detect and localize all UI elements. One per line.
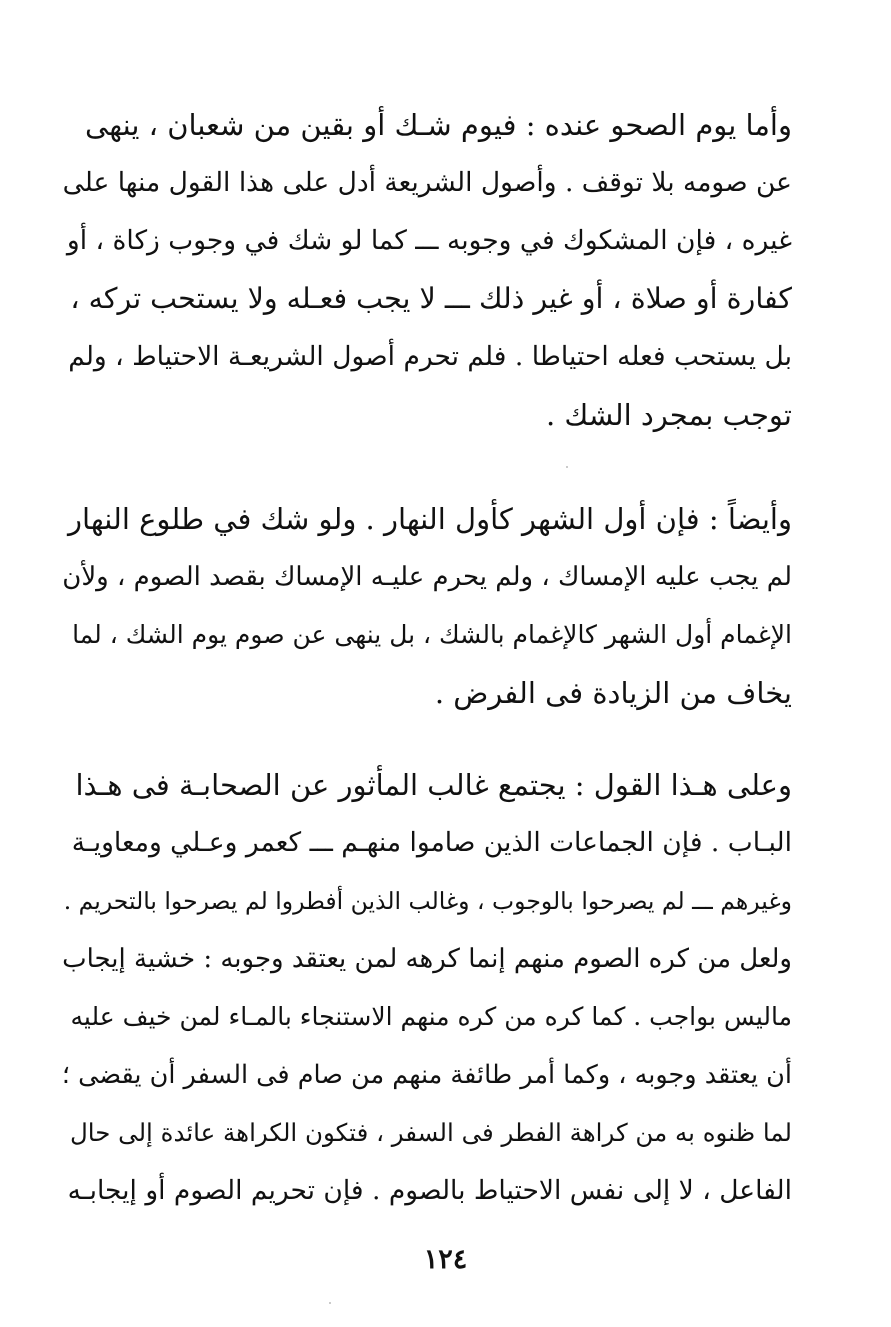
scan-speck bbox=[329, 1302, 331, 1304]
paragraph-2 bbox=[62, 490, 792, 722]
page-number: ١٢٤ bbox=[423, 1244, 468, 1275]
text-line: ولعل من كره الصوم منهم إنما كرهه لمن يعتقد وجوبه : خشية إيجاب bbox=[62, 944, 792, 974]
text-line: كفارة أو صلاة ، أو غير ذلك ـــ لا يجب فعـله ولا يستحب تركه ، bbox=[70, 282, 792, 315]
text-line: أن يعتقد وجوبه ، وكما أمر طائفة منهم من صام فى السفر أن يقضى ؛ bbox=[62, 1060, 792, 1090]
text-line: غيره ، فإن المشكوك في وجوبه ـــ كما لو شك في وجوب زكاة ، أو bbox=[66, 225, 792, 256]
paragraph-1 bbox=[62, 96, 792, 444]
text-line: بل يستحب فعله احتياطا . فلم تحرم أصول الشريعـة الاحتياط ، ولم bbox=[68, 341, 792, 372]
text-line: وأما يوم الصحو عنده : فيوم شـك أو بقين من شعبان ، ينهى bbox=[85, 108, 792, 142]
text-line: الإغمام أول الشهر كالإغمام بالشك ، بل ينهى عن صوم يوم الشك ، لما bbox=[72, 620, 792, 649]
text-line: عن صومه بلا توقف . وأصول الشريعة أدل على هذا القول منها على bbox=[62, 167, 792, 198]
text-line: وأيضاً : فإن أول الشهر كأول النهار . ولو شك في طلوع النهار bbox=[68, 502, 792, 536]
text-line: ماليس بواجب . كما كره من كره منهم الاستنجاء بالمـاء لمن خيف عليه bbox=[70, 1002, 792, 1031]
text-line: البـاب . فإن الجماعات الذين صاموا منهـم ـــ كعمر وعـلي ومعاويـة bbox=[71, 827, 792, 858]
text-line: توجب بمجرد الشك . bbox=[545, 398, 792, 432]
text-line: وغيرهم ـــ لم يصرحوا بالوجوب ، وغالب الذين أفطروا لم يصرحوا بالتحريم . bbox=[63, 887, 792, 915]
text-line: الفاعل ، لا إلى نفس الاحتياط بالصوم . فإن تحريم الصوم أو إيجابـه bbox=[67, 1175, 792, 1206]
text-line: لما ظنوه به من كراهة الفطر فى السفر ، فتكون الكراهة عائدة إلى حال bbox=[69, 1118, 792, 1147]
scan-speck bbox=[566, 466, 568, 468]
text-line: وعلى هـذا القول : يجتمع غالب المأثور عن الصحابـة فى هـذا bbox=[75, 768, 792, 802]
paragraph-3 bbox=[62, 756, 792, 1220]
text-line: يخاف من الزيادة فى الفرض . bbox=[434, 676, 792, 710]
text-line: لم يجب عليه الإمساك ، ولم يحرم عليـه الإمساك بقصد الصوم ، ولأن bbox=[62, 562, 792, 592]
